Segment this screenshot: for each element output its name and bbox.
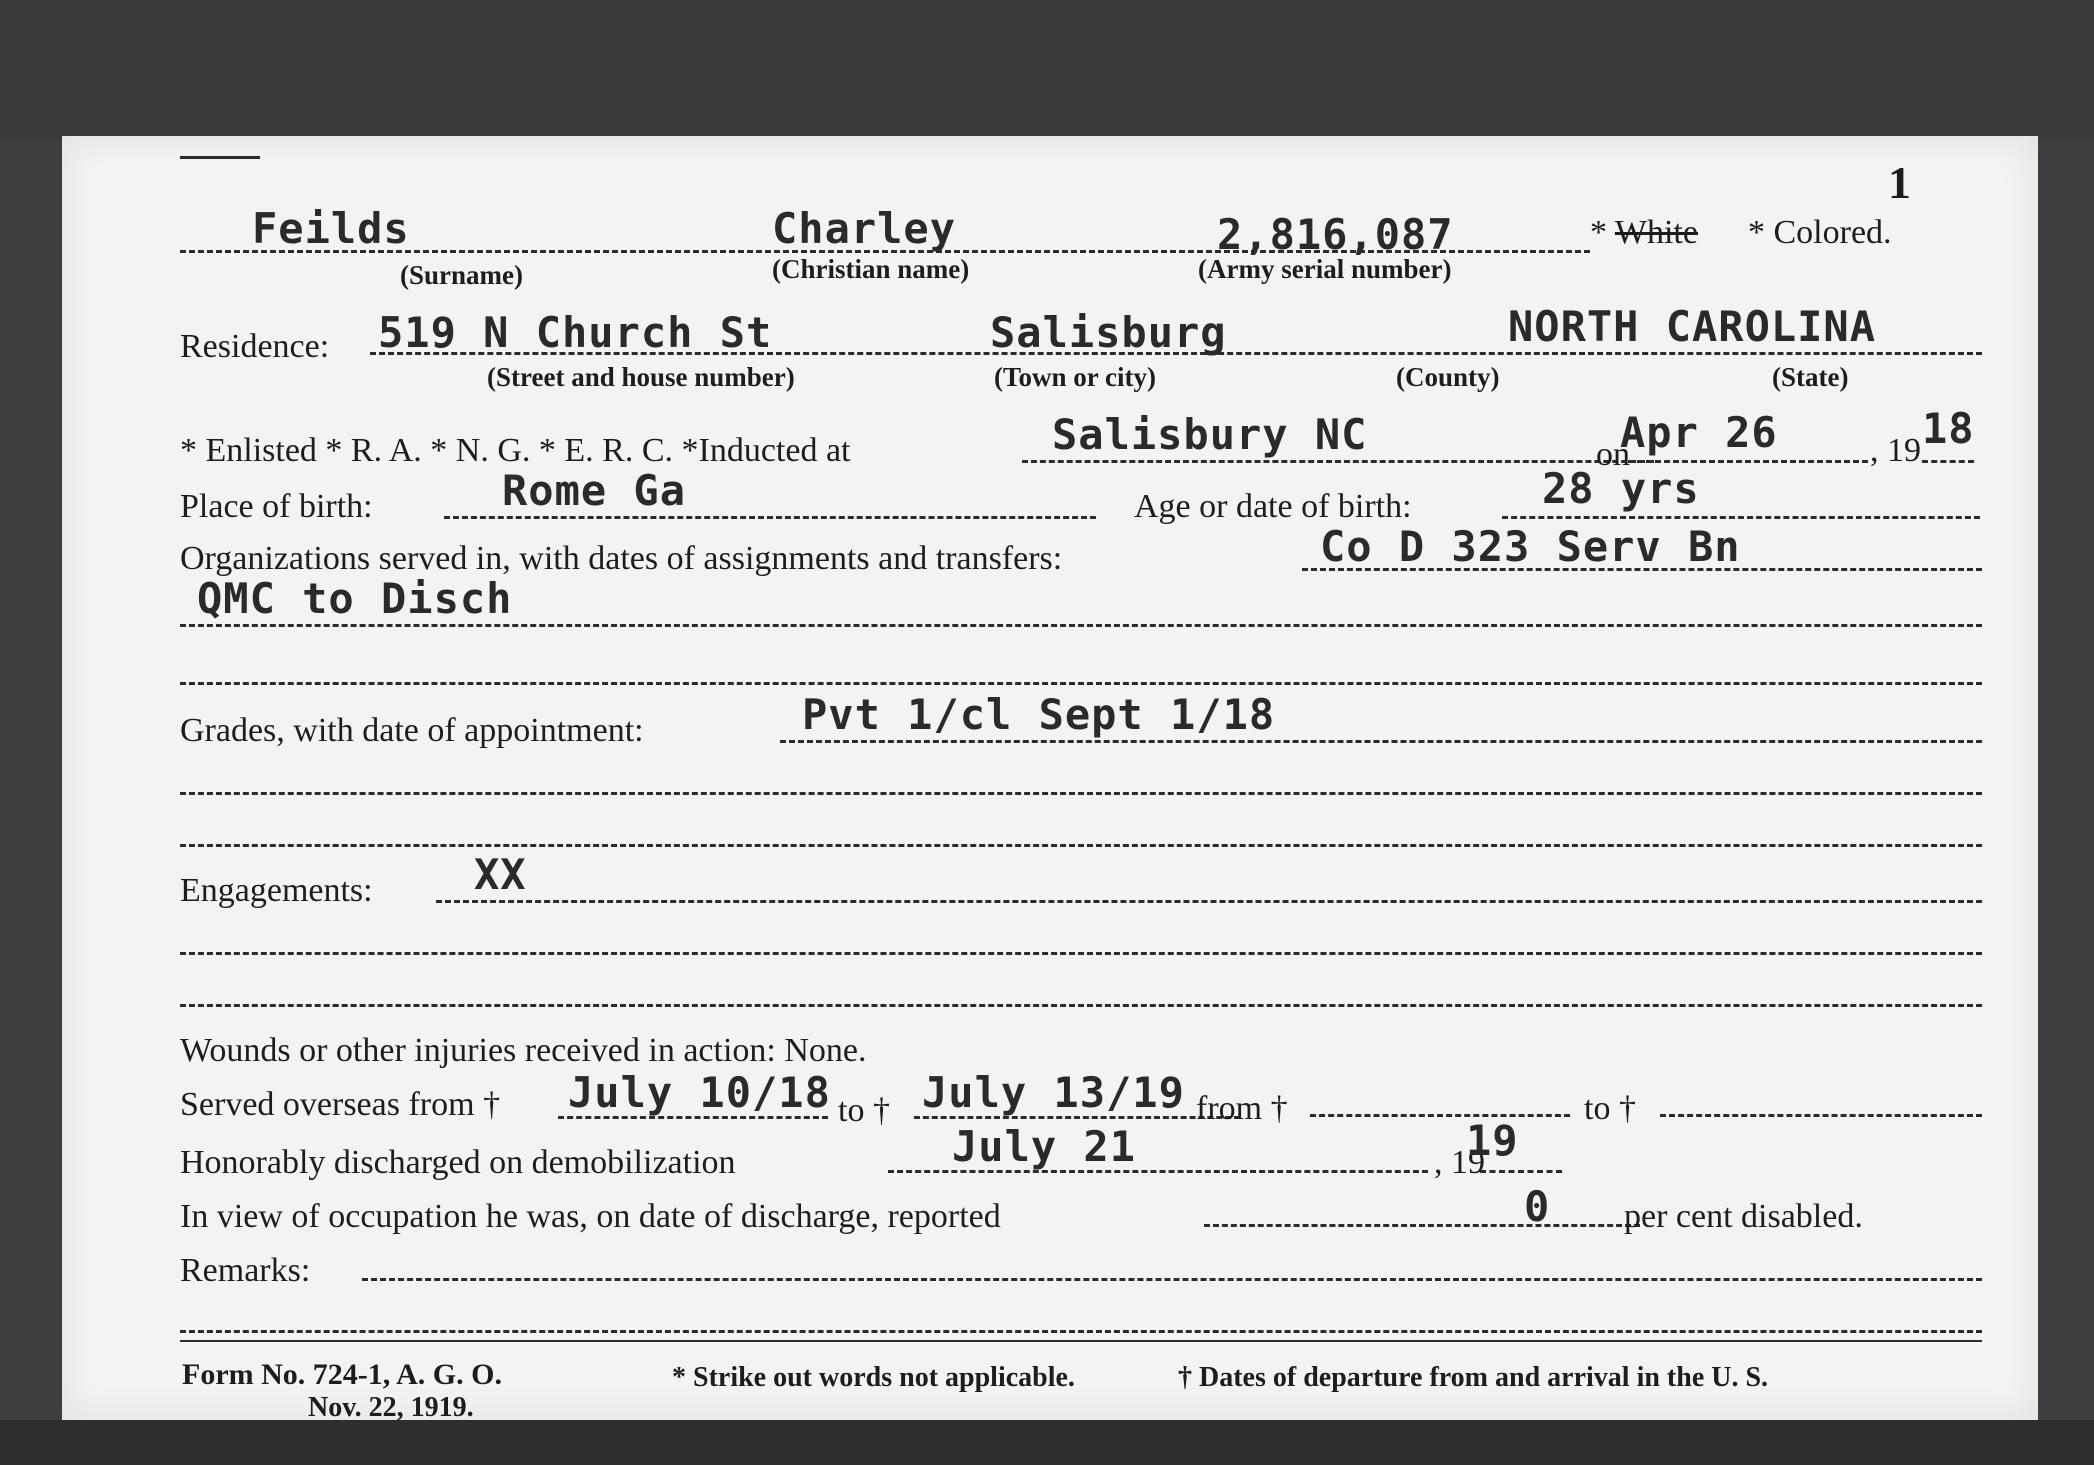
grades-line-1 xyxy=(780,740,1982,743)
organizations-label: Organizations served in, with dates of assignments and transfers: xyxy=(180,540,1063,577)
age-value: 28 yrs xyxy=(1542,464,1700,513)
occupation-label: In view of occupation he was, on date of discharge, reported xyxy=(180,1198,1001,1235)
inducted-date-line xyxy=(1628,460,1868,463)
street-caption: (Street and house number) xyxy=(487,362,795,392)
top-rule xyxy=(180,156,260,159)
engagements-line-3 xyxy=(180,1004,1982,1007)
service-record-card xyxy=(62,136,2038,1423)
overseas-to-line xyxy=(914,1116,1240,1119)
organizations-line-1 xyxy=(1302,568,1982,571)
residence-label: Residence: xyxy=(180,328,330,365)
inducted-year-line xyxy=(1922,460,1974,463)
discharged-label: Honorably discharged on demobilization xyxy=(180,1144,736,1181)
name-line xyxy=(180,250,1590,253)
enlisted-label: * Enlisted * R. A. * N. G. * E. R. C. *Inducted at xyxy=(180,432,851,469)
grades-line-2 xyxy=(180,792,1982,795)
engagements-value: XX xyxy=(474,850,527,899)
overseas-label: Served overseas from † xyxy=(180,1086,501,1123)
organizations-line-3 xyxy=(180,682,1982,685)
grades-value: Pvt 1/cl Sept 1/18 xyxy=(802,690,1276,739)
disabled-percent-value: 0 xyxy=(1524,1182,1551,1231)
disabled-suffix: per cent disabled. xyxy=(1624,1198,1863,1235)
state-caption: (State) xyxy=(1772,362,1849,392)
race-struck: * White xyxy=(1590,214,1698,251)
remarks-line-2 xyxy=(180,1330,1982,1333)
organizations-line-2 xyxy=(180,624,1982,627)
overseas-to-label: to † xyxy=(838,1092,890,1129)
birth-place-line xyxy=(444,516,1096,519)
grades-line-3 xyxy=(180,844,1982,847)
race-selected: * Colored. xyxy=(1748,214,1892,251)
discharge-date-value: July 21 xyxy=(952,1122,1137,1171)
serial-number-value: 2,816,087 xyxy=(1217,210,1454,259)
discharge-year-prefix: , 19 xyxy=(1434,1144,1485,1181)
overseas-from-line xyxy=(558,1116,828,1119)
engagements-label: Engagements: xyxy=(180,872,373,909)
christian-name-value: Charley xyxy=(772,204,957,253)
overseas-second-to-line xyxy=(1660,1114,1982,1117)
grades-label: Grades, with date of appointment: xyxy=(180,712,644,749)
surname-caption: (Surname) xyxy=(400,260,523,290)
form-number: Form No. 724-1, A. G. O. xyxy=(182,1358,502,1391)
remarks-label: Remarks: xyxy=(180,1252,311,1289)
inducted-at-line xyxy=(1022,460,1654,463)
discharge-year-line xyxy=(1480,1170,1562,1173)
age-line xyxy=(1502,516,1980,519)
overseas-second-from-label: from † xyxy=(1196,1090,1288,1127)
town-caption: (Town or city) xyxy=(994,362,1156,392)
organizations-value-2: QMC to Disch xyxy=(197,574,513,623)
residence-street-value: 519 N Church St xyxy=(378,308,773,357)
overseas-second-from-line xyxy=(1310,1114,1570,1117)
inducted-at-value: Salisbury NC xyxy=(1052,410,1368,459)
organizations-value-1: Co D 323 Serv Bn xyxy=(1320,522,1741,571)
discharge-year-value: 19 xyxy=(1466,1116,1519,1165)
inducted-date-value: Apr 26 xyxy=(1620,408,1778,457)
age-label: Age or date of birth: xyxy=(1134,488,1412,525)
county-caption: (County) xyxy=(1396,362,1500,392)
christian-name-caption: (Christian name) xyxy=(772,254,970,284)
engagements-line-1 xyxy=(436,900,1982,903)
footer-rule xyxy=(180,1340,1982,1342)
serial-number-caption: (Army serial number) xyxy=(1198,254,1452,284)
wounds-label: Wounds or other injuries received in action: None. xyxy=(180,1032,867,1069)
scan-background-top xyxy=(0,0,2094,140)
surname-value: Feilds xyxy=(252,204,410,253)
page-number: 1 xyxy=(1888,157,1911,208)
birth-place-value: Rome Ga xyxy=(502,466,687,515)
on-label: on xyxy=(1596,436,1630,473)
residence-state-value: NORTH CAROLINA xyxy=(1508,302,1877,351)
birth-place-label: Place of birth: xyxy=(180,488,373,525)
overseas-second-to-label: to † xyxy=(1584,1090,1636,1127)
overseas-from-value: July 10/18 xyxy=(568,1068,831,1117)
footnote-dates: † Dates of departure from and arrival in the U. S. xyxy=(1178,1362,1769,1393)
residence-town-value: Salisburg xyxy=(990,308,1227,357)
engagements-line-2 xyxy=(180,952,1982,955)
residence-line xyxy=(370,352,1982,355)
discharge-date-line xyxy=(888,1170,1428,1173)
inducted-year-value: 18 xyxy=(1922,404,1975,453)
scan-background-bottom xyxy=(0,1420,2094,1465)
form-date: Nov. 22, 1919. xyxy=(308,1392,474,1423)
disabled-line xyxy=(1204,1224,1640,1227)
footnote-strike: * Strike out words not applicable. xyxy=(672,1362,1075,1393)
remarks-line-1 xyxy=(362,1278,1982,1281)
overseas-to-value: July 13/19 xyxy=(922,1068,1185,1117)
year-prefix: , 19 xyxy=(1870,432,1921,469)
